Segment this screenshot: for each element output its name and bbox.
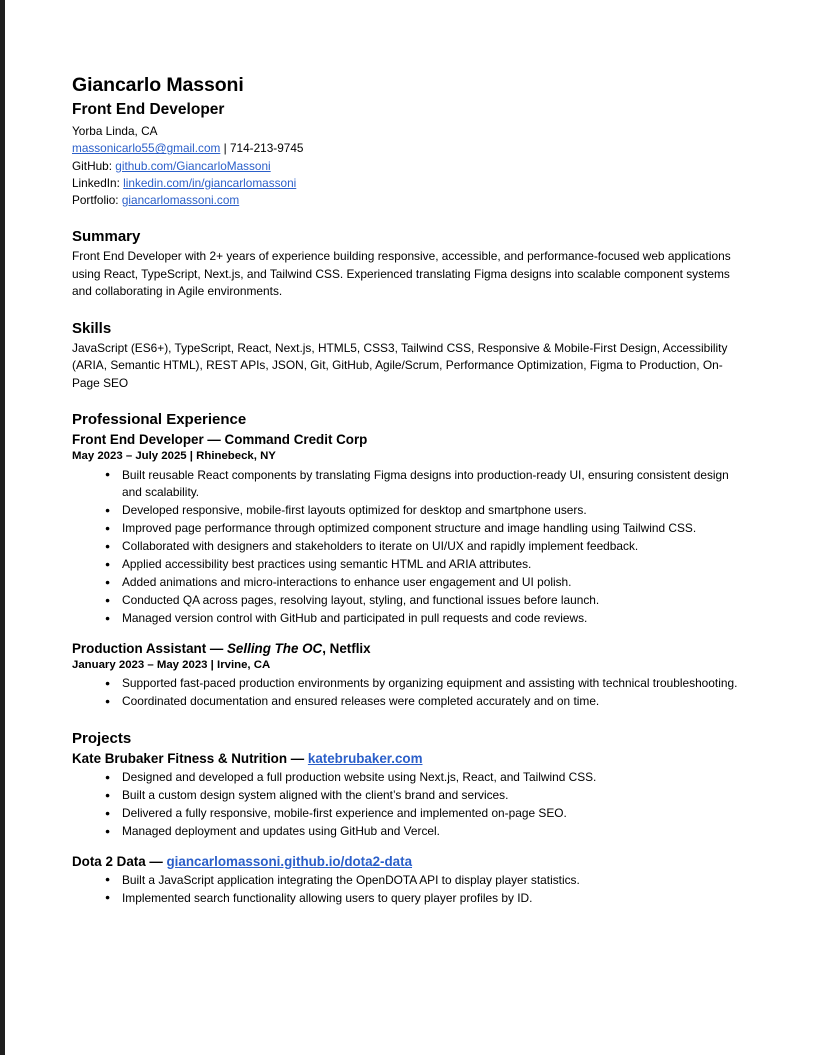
project-bullet-list (72, 872, 740, 908)
experience-entry (72, 431, 740, 628)
section-experience (72, 411, 740, 711)
skills-heading: Skills (72, 319, 112, 337)
project-link[interactable]: giancarlomassoni.github.io/dota2-data (166, 853, 413, 869)
list-item: ● Built a JavaScript application integrating the OpenDOTA API to display player statistics. (72, 872, 740, 890)
candidate-name: Giancarlo Massoni (72, 74, 244, 96)
linkedin-label: LinkedIn: (72, 175, 124, 190)
resume-content (72, 74, 740, 908)
left-edge-strip (0, 0, 5, 1055)
project-entry-title (72, 853, 740, 870)
section-skills (72, 320, 740, 393)
list-item: ● Supported fast-paced production environments by organizing equipment and assisting with technical troubleshooting. (72, 675, 740, 693)
projects-heading: Projects (72, 729, 132, 747)
experience-entry (72, 640, 740, 711)
linkedin-link[interactable]: linkedin.com/in/giancarlomassoni (123, 175, 297, 190)
github-label: GitHub: (72, 158, 116, 173)
list-item: ● Delivered a fully responsive, mobile-first experience and implemented on-page SEO. (72, 805, 740, 823)
list-item: ● Managed version control with GitHub and participated in pull requests and code reviews. (72, 610, 740, 628)
list-item: ● Coordinated documentation and ensured releases were completed accurately and on time. (72, 693, 740, 711)
list-item: ● Built reusable React components by translating Figma designs into production-ready UI, ensuring consistent design and scalability. (72, 467, 740, 502)
project-entry (72, 750, 740, 841)
entry-title-prefix: Production Assistant — (72, 640, 227, 656)
experience-heading: Professional Experience (72, 411, 247, 429)
entry-title-show-name: Selling The OC (227, 640, 323, 656)
experience-entry-meta: May 2023 – July 2025 | Rhinebeck, NY (72, 450, 276, 463)
list-item: ● Conducted QA across pages, resolving layout, styling, and functional issues before launch. (72, 592, 740, 610)
summary-text: Front End Developer with 2+ years of experience building responsive, accessible, and performance-focused web applications using React, TypeScript, Next.js, and Tailwind CSS. Experienced translating Figma designs into scalable component systems and collaborating in Agile environments. (72, 249, 731, 299)
contact-email-phone (72, 140, 740, 157)
portfolio-label: Portfolio: (72, 193, 122, 208)
list-item: ● Collaborated with designers and stakeholders to iterate on UI/UX and rapidly implement feedback. (72, 538, 740, 556)
contact-linkedin (72, 175, 740, 192)
skills-text: JavaScript (ES6+), TypeScript, React, Next.js, HTML5, CSS3, Tailwind CSS, Responsive & Mobile-First Design, Accessibility (ARIA, Semantic HTML), REST APIs, JSON, Git, GitHub, Agile/Scrum, Performance Optimization, Figma to Production, On-Page SEO (72, 340, 728, 390)
list-item: ● Designed and developed a full production website using Next.js, React, and Tailwind CSS. (72, 769, 740, 787)
list-item: ● Built a custom design system aligned with the client’s brand and services. (72, 787, 740, 805)
contact-github (72, 158, 740, 175)
experience-bullet-list (72, 467, 740, 628)
list-item: ● Improved page performance through optimized component structure and image handling using Tailwind CSS. (72, 520, 740, 538)
email-link[interactable]: massonicarlo55@gmail.com (72, 141, 221, 156)
entry-title-suffix: , Netflix (322, 640, 371, 656)
contact-location (72, 123, 740, 140)
list-item: ● Managed deployment and updates using GitHub and Vercel. (72, 823, 740, 841)
project-link[interactable]: katebrubaker.com (307, 750, 423, 766)
experience-entry-title (72, 640, 740, 657)
experience-entry-meta: January 2023 – May 2023 | Irvine, CA (72, 658, 271, 671)
projects-list (72, 750, 740, 907)
list-item: ● Implemented search functionality allowing users to query player profiles by ID. (72, 890, 740, 908)
project-bullet-list (72, 769, 740, 841)
list-item: ● Added animations and micro-interactions to enhance user engagement and UI polish. (72, 574, 740, 592)
github-link[interactable]: github.com/GiancarloMassoni (115, 158, 271, 173)
resume-header (72, 74, 740, 209)
entry-title-prefix: Front End Developer — Command Credit Corp (72, 432, 368, 448)
portfolio-link[interactable]: giancarlomassoni.com (121, 193, 240, 208)
project-entry-title (72, 750, 740, 767)
contact-portfolio (72, 192, 740, 209)
summary-heading: Summary (72, 228, 141, 246)
list-item: ● Applied accessibility best practices using semantic HTML and ARIA attributes. (72, 556, 740, 574)
phone-text: 714-213-9745 (229, 141, 304, 156)
location-text: Yorba Linda, CA (72, 124, 158, 139)
candidate-job-title: Front End Developer (72, 100, 225, 118)
contact-separator: | (220, 141, 230, 156)
section-projects (72, 730, 740, 907)
experience-bullet-list (72, 675, 740, 711)
project-entry (72, 853, 740, 908)
experience-entry-title (72, 431, 740, 448)
list-item: ● Developed responsive, mobile-first layouts optimized for desktop and smartphone users. (72, 502, 740, 520)
section-summary (72, 228, 740, 301)
experience-list (72, 431, 740, 711)
project-name: Dota 2 Data — (72, 853, 167, 869)
project-name: Kate Brubaker Fitness & Nutrition — (72, 750, 308, 766)
